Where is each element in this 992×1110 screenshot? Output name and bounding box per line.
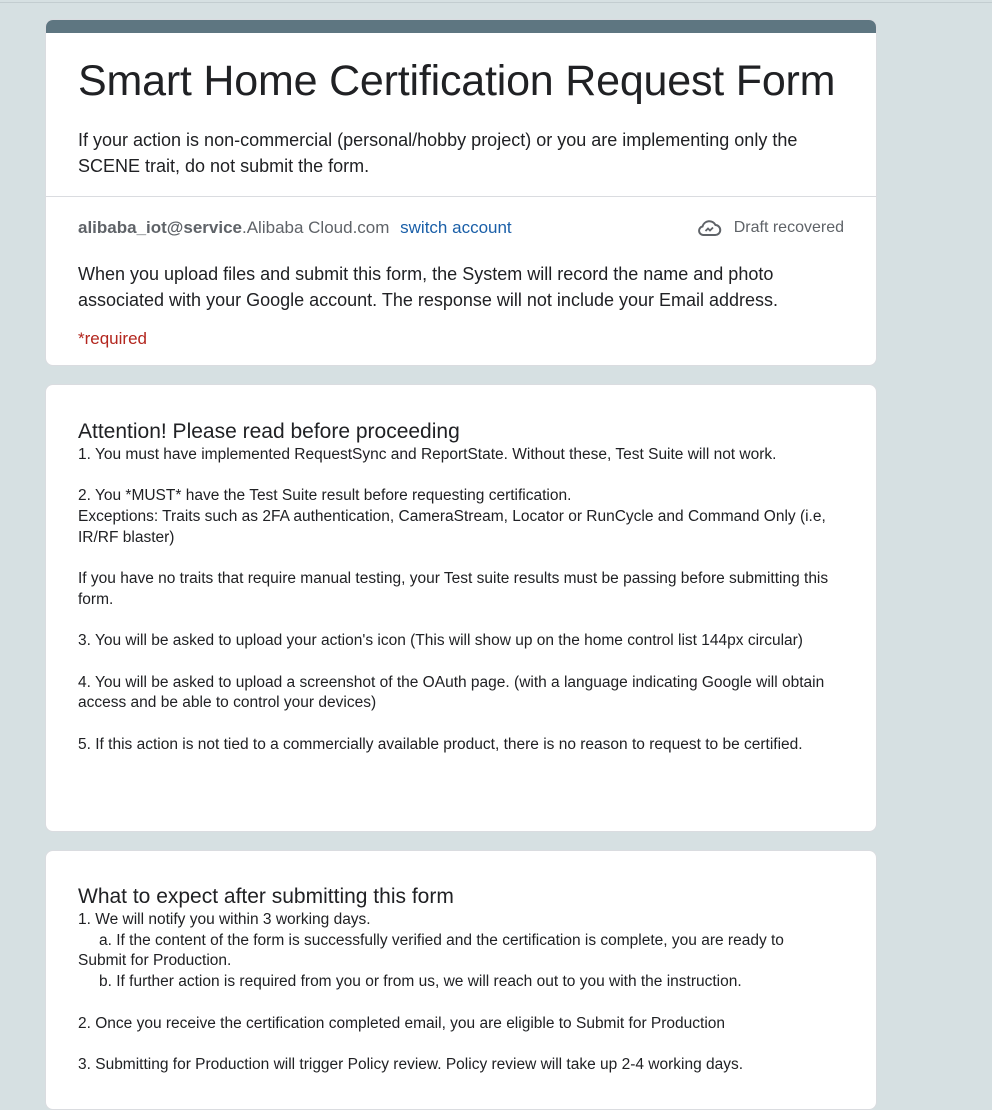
form-header-card bbox=[45, 19, 877, 366]
expectations-section-card bbox=[45, 850, 877, 1110]
switch-account-link[interactable]: switch account bbox=[400, 218, 512, 237]
account-email-domain: .Alibaba Cloud.com bbox=[242, 218, 390, 237]
attention-item: 3. You will be asked to upload your action's icon (This will show up on the home control list 144px circular) bbox=[78, 632, 803, 650]
attention-item: 4. You will be asked to upload a screenshot of the OAuth page. (with a language indicating Google will obtain access and be able to control your devices) bbox=[78, 673, 825, 712]
privacy-notice: When you upload files and submit this form, the System will record the name and photo associated with your Google account. The response will not include your Email address. bbox=[78, 264, 779, 310]
header-accent-bar bbox=[46, 20, 876, 33]
expect-item: 1. We will notify you within 3 working days. bbox=[78, 911, 371, 928]
attention-item: 1. You must have implemented RequestSync and ReportState. Without these, Test Suite will not work. bbox=[78, 446, 777, 463]
required-label: *required bbox=[78, 329, 147, 348]
attention-section-card bbox=[45, 384, 877, 832]
account-email-user: alibaba_iot@service bbox=[78, 218, 242, 237]
attention-item: 5. If this action is not tied to a commercially available product, there is no reason to request to be certified. bbox=[78, 735, 803, 753]
form-description: If your action is non-commercial (personal/hobby project) or you are implementing only the SCENE trait, do not submit the form. bbox=[78, 130, 798, 176]
account-info bbox=[78, 218, 512, 238]
attention-item: Exceptions: Traits such as 2FA authentication, CameraStream, Locator or RunCycle and Command Only (i.e, IR/RF blaster) bbox=[78, 508, 826, 546]
cloud-sync-icon bbox=[696, 218, 722, 238]
account-row bbox=[46, 197, 876, 239]
expect-body bbox=[46, 910, 876, 1076]
attention-item: If you have no traits that require manual testing, your Test suite results must be passing before submitting this form. bbox=[78, 570, 829, 608]
draft-status bbox=[696, 218, 844, 238]
expect-item: 3. Submitting for Production will trigger Policy review. Policy review will take up 2-4 working days. bbox=[78, 1055, 744, 1073]
expect-title: What to expect after submitting this form bbox=[78, 885, 454, 908]
draft-status-text: Draft recovered bbox=[733, 219, 844, 236]
attention-body bbox=[46, 445, 876, 755]
expect-item: a. If the content of the form is successfully verified and the certification is complete, you are ready to bbox=[99, 931, 784, 949]
page-top-border bbox=[0, 2, 992, 3]
form-title: Smart Home Certification Request Form bbox=[78, 57, 836, 105]
expect-item: 2. Once you receive the certification completed email, you are eligible to Submit for Production bbox=[78, 1014, 726, 1032]
attention-item: 2. You *MUST* have the Test Suite result before requesting certification. bbox=[78, 487, 572, 505]
attention-title: Attention! Please read before proceeding bbox=[78, 420, 460, 443]
expect-item: b. If further action is required from you or from us, we will reach out to you with the instruction. bbox=[99, 973, 742, 991]
expect-item: Submit for Production. bbox=[78, 952, 232, 970]
